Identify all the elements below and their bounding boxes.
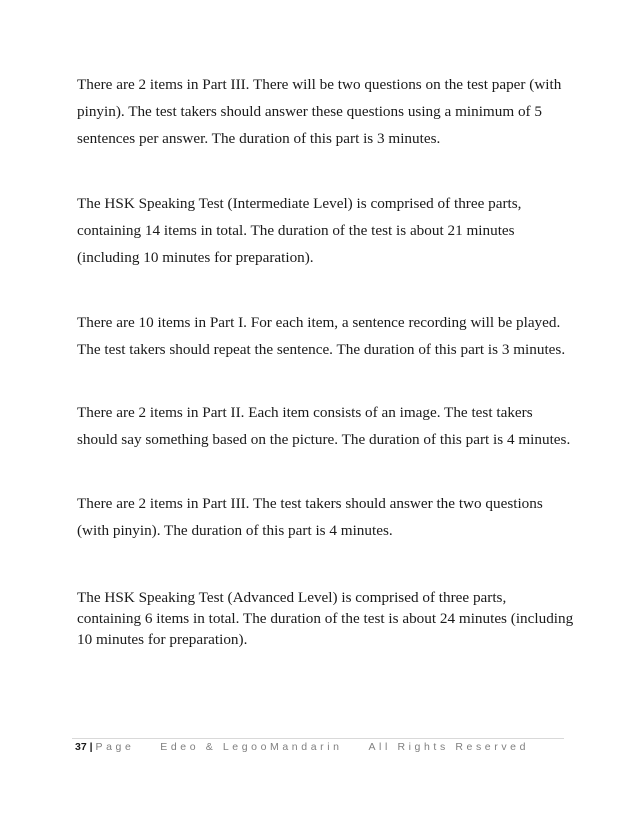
page-number: 37 <box>75 741 87 753</box>
text-line: There are 10 items in Part I. For each item, a sentence recording will be played. <box>77 314 561 331</box>
text-line: There are 2 items in Part II. Each item consists of an image. The test takers <box>77 404 533 421</box>
paragraph-part3-intro <box>77 71 577 152</box>
text-line: The HSK Speaking Test (Intermediate Level) is comprised of three parts, <box>77 195 522 212</box>
text-line: should say something based on the picture. The duration of this part is 4 minutes. <box>77 431 571 448</box>
text-line: There are 2 items in Part III. There will be two questions on the test paper (with <box>77 76 562 93</box>
footer-separator: | <box>89 741 93 753</box>
text-line: There are 2 items in Part III. The test takers should answer the two questions <box>77 495 543 512</box>
text-line: pinyin). The test takers should answer these questions using a minimum of 5 <box>77 103 542 120</box>
text-line: containing 14 items in total. The duration of the test is about 21 minutes <box>77 222 515 239</box>
paragraph-part1 <box>77 309 577 363</box>
paragraph-intermediate-level <box>77 190 577 271</box>
text-line: (with pinyin). The duration of this part is 4 minutes. <box>77 522 393 539</box>
paragraph-advanced-level <box>77 587 577 650</box>
paragraph-part3 <box>77 490 577 544</box>
text-line: sentences per answer. The duration of this part is 3 minutes. <box>77 130 441 147</box>
text-line: containing 6 items in total. The duration of the test is about 24 minutes (including <box>77 610 574 627</box>
text-line: 10 minutes for preparation). <box>77 631 248 648</box>
paragraph-part2 <box>77 399 577 453</box>
footer-company: Edeo & LegooMandarin <box>160 741 343 753</box>
text-line: (including 10 minutes for preparation). <box>77 249 314 266</box>
footer-rights: All Rights Reserved <box>368 741 530 753</box>
page-footer <box>75 741 529 753</box>
text-line: The HSK Speaking Test (Advanced Level) is comprised of three parts, <box>77 589 507 606</box>
footer-divider <box>72 738 564 739</box>
page-label: Page <box>95 741 135 753</box>
text-line: The test takers should repeat the sentence. The duration of this part is 3 minutes. <box>77 341 566 358</box>
